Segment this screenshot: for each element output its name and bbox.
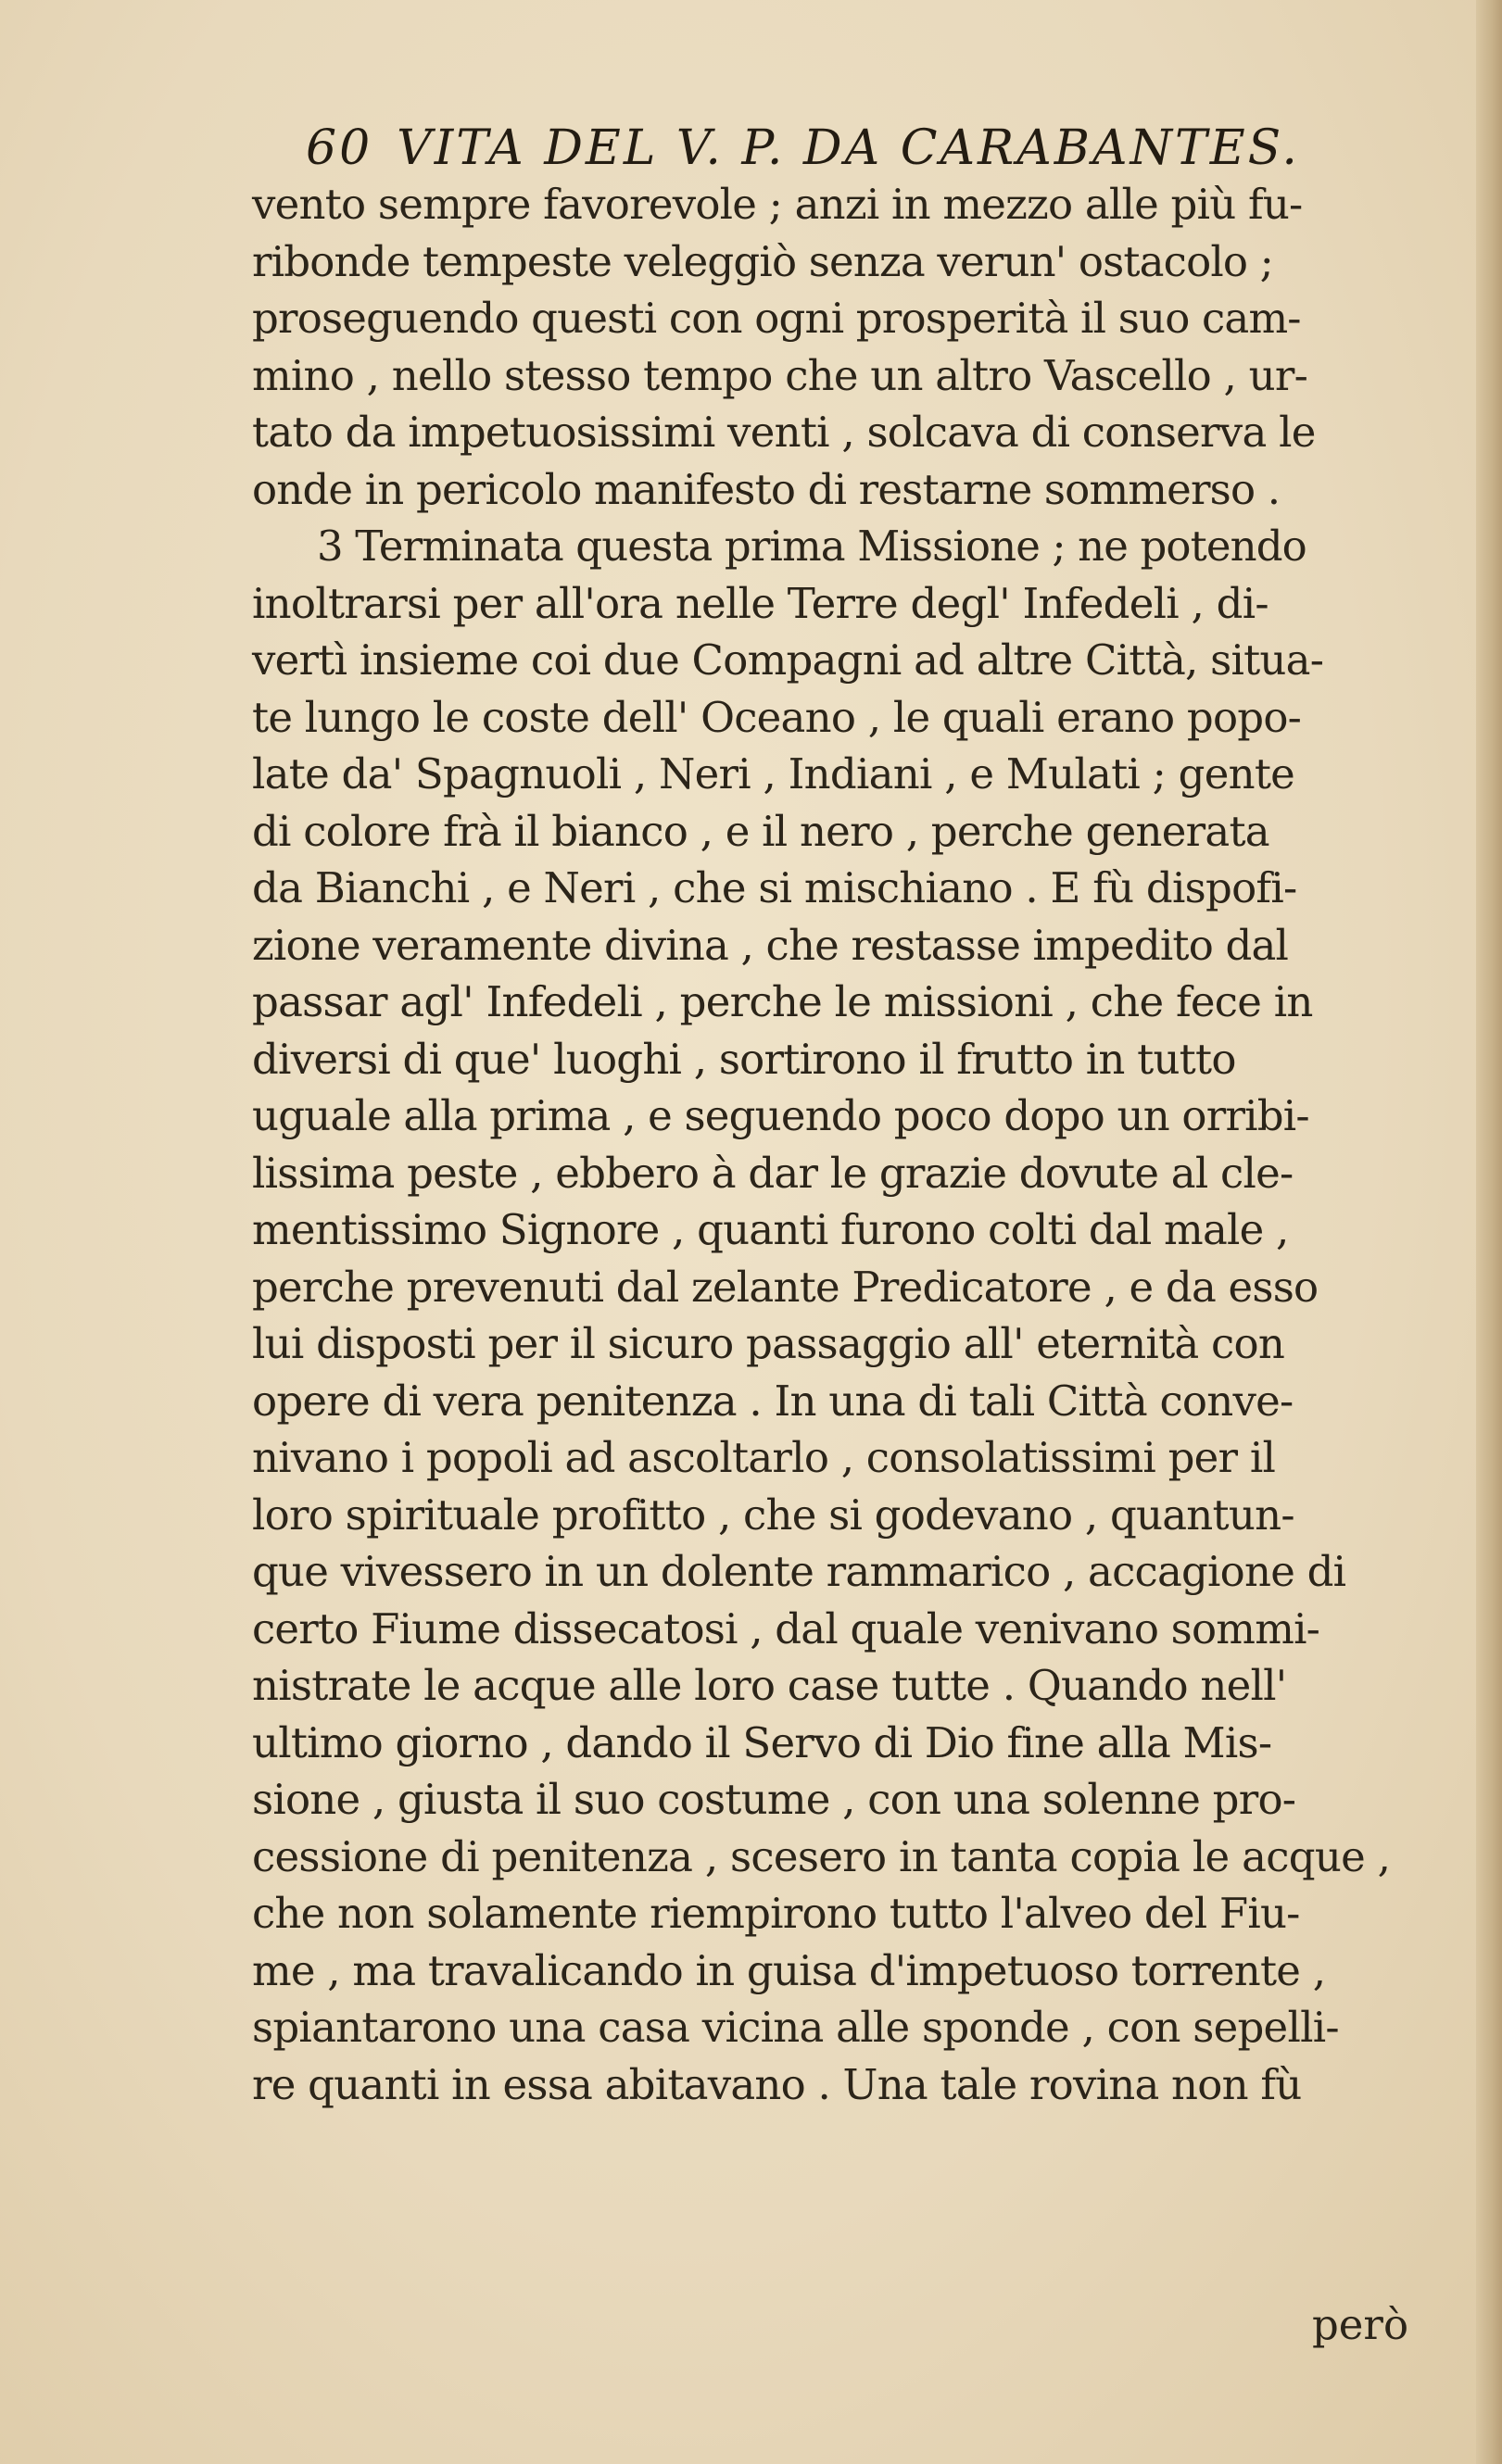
- text-line: proseguendo questi con ogni prosperità il suo cam-: [252, 294, 1301, 343]
- text-line: me , ma travalicando in guisa d'impetuoso torrente ,: [252, 1945, 1326, 1995]
- text-line: sione , giusta il suo costume , con una solenne pro-: [252, 1775, 1296, 1824]
- text-line: vertì insieme coi due Compagni ad altre Città, situa-: [252, 635, 1324, 685]
- text-line: onde in pericolo manifesto di restarne sommerso .: [252, 464, 1281, 514]
- text-line: vento sempre favorevole ; anzi in mezzo alle più fu-: [252, 180, 1303, 229]
- text-line: perche prevenuti dal zelante Predicatore , e da esso: [252, 1262, 1319, 1312]
- text-line: nistrate le acque alle loro case tutte . Quando nell': [252, 1661, 1287, 1710]
- text-line: cessione di penitenza , scesero in tanta copia le acque ,: [252, 1831, 1391, 1881]
- running-title: VITA DEL V. P. DA CARABANTES.: [397, 120, 1300, 176]
- text-line: mentissimo Signore , quanti furono colti dal male ,: [252, 1205, 1289, 1254]
- page-number: 60: [306, 120, 373, 176]
- text-line: che non solamente riempirono tutto l'alveo del Fiu-: [252, 1889, 1300, 1938]
- text-line: late da' Spagnuoli , Neri , Indiani , e Mulati ; gente: [252, 749, 1295, 798]
- body-text: [252, 176, 1494, 2113]
- text-line: zione veramente divina , che restasse impedito dal: [252, 920, 1289, 970]
- text-line: spiantarono una casa vicina alle sponde , con sepelli-: [252, 2003, 1339, 2052]
- text-line: opere di vera penitenza . In una di tali Città conve-: [252, 1376, 1294, 1426]
- running-header: [306, 120, 1464, 176]
- text-line: certo Fiume dissecatosi , dal quale venivano sommi-: [252, 1603, 1320, 1653]
- text-line: ribonde tempeste veleggiò senza verun' ostacolo ;: [252, 236, 1274, 286]
- text-line: tato da impetuosissimi venti , solcava di conserva le: [252, 408, 1316, 457]
- text-line: da Bianchi , e Neri , che si mischiano . E fù dispofi-: [252, 863, 1297, 912]
- text-line: nivano i popoli ad ascoltarlo , consolatissimi per il: [252, 1433, 1276, 1482]
- text-line: mino , nello stesso tempo che un altro Vascello , ur-: [252, 350, 1308, 400]
- text-line: diversi di que' luoghi , sortirono il frutto in tutto: [252, 1034, 1236, 1084]
- text-line: ultimo giorno , dando il Servo di Dio fine alla Mis-: [252, 1717, 1272, 1767]
- paragraph-start-line: 3 Terminata questa prima Missione ; ne potendo: [317, 522, 1306, 571]
- catchword: però: [1312, 2300, 1409, 2349]
- text-line: passar agl' Infedeli , perche le missioni , che fece in: [252, 977, 1313, 1026]
- text-line: di colore frà il bianco , e il nero , perche generata: [252, 806, 1269, 856]
- text-line: uguale alla prima , e seguendo poco dopo un orribi-: [252, 1091, 1309, 1140]
- text-line: lissima peste , ebbero à dar le grazie dovute al cle-: [252, 1148, 1294, 1198]
- text-line: que vivessero in un dolente rammarico , accagione di: [252, 1547, 1346, 1596]
- text-line: te lungo le coste dell' Oceano , le quali erano popo-: [252, 692, 1302, 742]
- text-line: re quanti in essa abitavano . Una tale rovina non fù: [252, 2059, 1302, 2109]
- text-line: lui disposti per il sicuro passaggio all' eternità con: [252, 1319, 1285, 1368]
- text-line: loro spirituale profitto , che si godevano , quantun-: [252, 1490, 1294, 1540]
- text-line: inoltrarsi per all'ora nelle Terre degl' Infedeli , di-: [252, 578, 1268, 628]
